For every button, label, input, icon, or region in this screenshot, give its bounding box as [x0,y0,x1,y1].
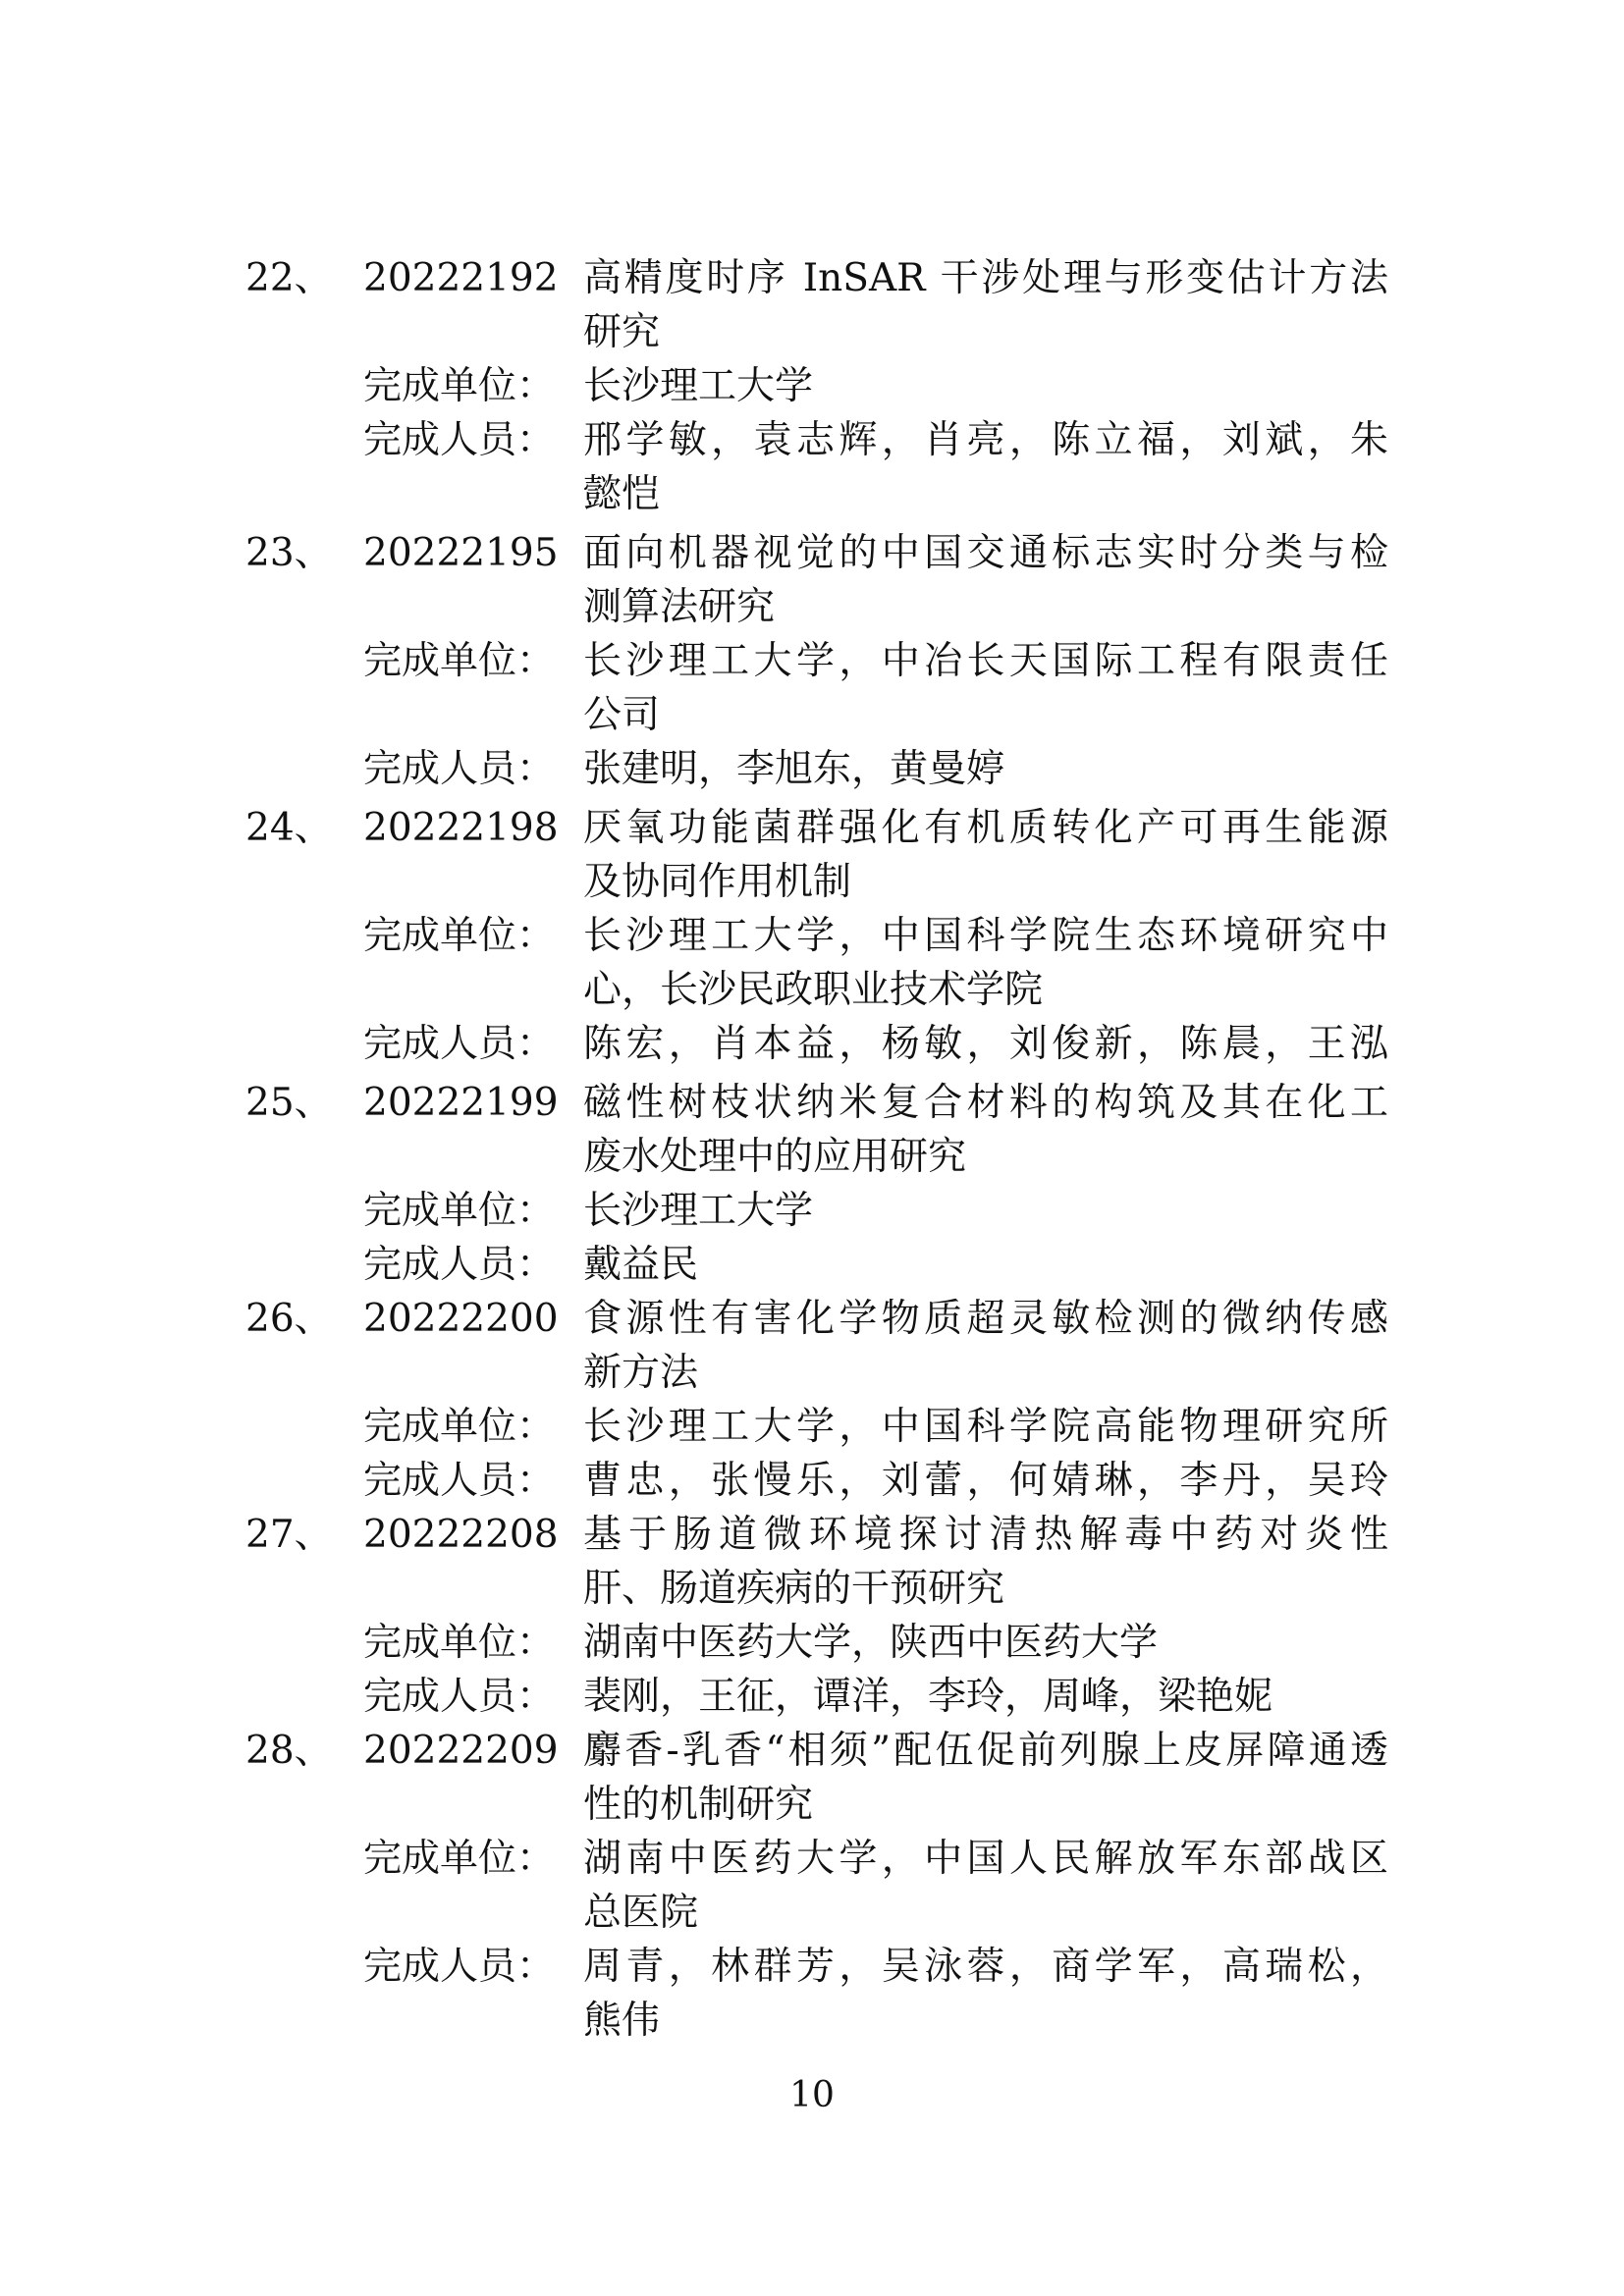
unit-label: 完成单位： [363,1621,556,1665]
people-text: 邢学敏，袁志辉，肖亮，陈立福，刘斌，朱 [583,418,1388,462]
unit-text: 心，长沙民政职业技术学院 [583,968,1044,1012]
entry-header [0,251,1624,305]
people-text: 熊伟 [583,1999,661,2043]
unit-label: 完成单位： [363,364,556,408]
entry-number: 24、 [245,806,333,850]
people-label: 完成人员： [363,418,556,462]
people-text: 周青，林群芳，吴泳蓉，商学军，高瑞松， [583,1945,1388,1989]
unit-text: 公司 [583,693,661,737]
entry-code: 20222199 [363,1081,559,1125]
entry-header [0,1724,1624,1778]
award-entry-22 [0,251,1624,521]
unit-text: 长沙理工大学 [583,1189,814,1233]
award-entry-23 [0,526,1624,796]
unit-label: 完成单位： [363,639,556,683]
unit-text: 长沙理工大学，中国科学院高能物理研究所 [583,1405,1388,1449]
entry-code: 20222192 [363,256,559,300]
entry-title-line: 研究 [583,310,661,354]
entry-number: 22、 [245,256,333,300]
unit-label: 完成单位： [363,914,556,958]
entry-title-line: 麝香-乳香“相须”配伍促前列腺上皮屏障通透 [583,1729,1388,1773]
unit-text: 湖南中医药大学，陕西中医药大学 [583,1621,1159,1665]
page-number: 10 [789,2075,835,2115]
award-entry-25 [0,1076,1624,1292]
award-entry-26 [0,1292,1624,1508]
entry-code: 20222208 [363,1513,559,1557]
people-text: 懿恺 [583,472,661,516]
unit-text: 总医院 [583,1891,699,1935]
unit-text: 长沙理工大学，中冶长天国际工程有限责任 [583,639,1388,683]
entry-code: 20222209 [363,1729,559,1773]
unit-text: 长沙理工大学 [583,364,814,408]
entry-title-line: 食源性有害化学物质超灵敏检测的微纳传感 [583,1297,1388,1341]
entry-code: 20222198 [363,806,559,850]
entry-title-line: 新方法 [583,1351,699,1395]
entry-header [0,801,1624,855]
entry-number: 28、 [245,1729,333,1773]
people-text: 陈宏，肖本益，杨敏，刘俊新，陈晨，王泓 [583,1022,1388,1066]
entry-code: 20222195 [363,531,559,575]
entry-title-line: 肝、肠道疾病的干预研究 [583,1567,1005,1611]
unit-label: 完成单位： [363,1189,556,1233]
unit-text: 湖南中医药大学，中国人民解放军东部战区 [583,1837,1388,1881]
award-entry-24 [0,801,1624,1071]
people-text: 曹忠，张慢乐，刘蕾，何婧琳，李丹，吴玲 [583,1459,1388,1503]
unit-text: 长沙理工大学，中国科学院生态环境研究中 [583,914,1388,958]
entry-number: 27、 [245,1513,333,1557]
entry-title-line: 面向机器视觉的中国交通标志实时分类与检 [583,531,1388,575]
people-label: 完成人员： [363,1675,556,1719]
entry-header [0,526,1624,580]
unit-label: 完成单位： [363,1405,556,1449]
entry-header [0,1508,1624,1562]
entry-title-line: 测算法研究 [583,585,776,629]
people-text: 张建明，李旭东，黄曼婷 [583,747,1005,791]
award-entry-27 [0,1508,1624,1724]
entry-title-line: 废水处理中的应用研究 [583,1135,967,1179]
entry-title-line: 磁性树枝状纳米复合材料的构筑及其在化工 [583,1081,1388,1125]
unit-label: 完成单位： [363,1837,556,1881]
people-label: 完成人员： [363,1459,556,1503]
entry-number: 26、 [245,1297,333,1341]
people-label: 完成人员： [363,747,556,791]
people-text: 戴益民 [583,1243,699,1287]
entry-title-line: 性的机制研究 [583,1783,814,1827]
entry-header [0,1292,1624,1346]
entry-header [0,1076,1624,1130]
entry-number: 23、 [245,531,333,575]
people-label: 完成人员： [363,1945,556,1989]
people-label: 完成人员： [363,1022,556,1066]
award-entry-28 [0,1724,1624,2048]
entry-title-line: 及协同作用机制 [583,860,852,904]
entry-title-line: 高精度时序 InSAR 干涉处理与形变估计方法 [583,256,1388,300]
people-label: 完成人员： [363,1243,556,1287]
entry-title-line: 基于肠道微环境探讨清热解毒中药对炎性 [583,1513,1388,1557]
entry-title-line: 厌氧功能菌群强化有机质转化产可再生能源 [583,806,1388,850]
people-text: 裴刚，王征，谭洋，李玲，周峰，梁艳妮 [583,1675,1273,1719]
entry-code: 20222200 [363,1297,559,1341]
entry-number: 25、 [245,1081,333,1125]
